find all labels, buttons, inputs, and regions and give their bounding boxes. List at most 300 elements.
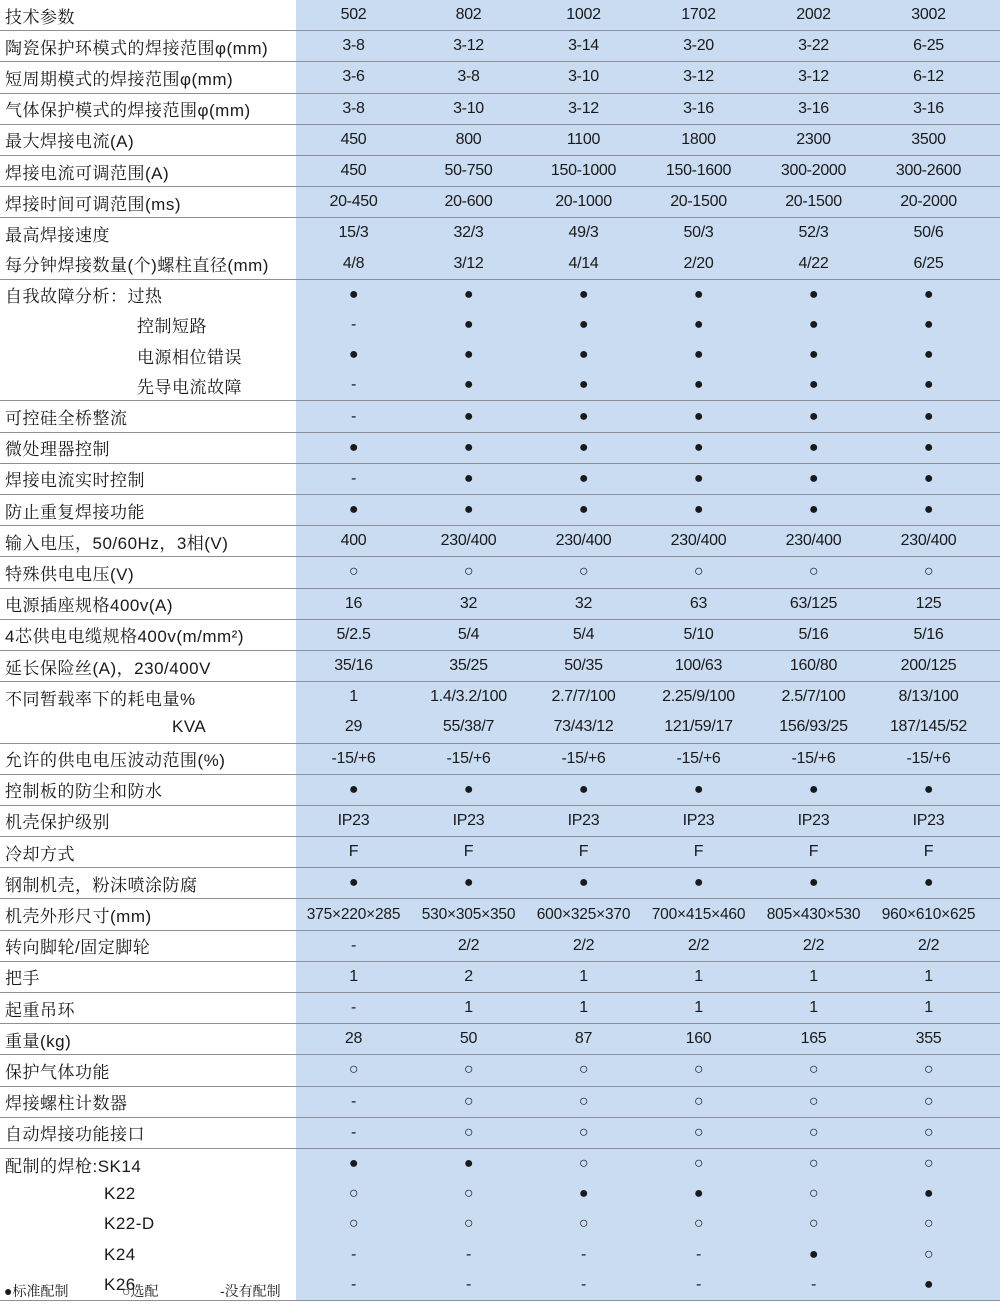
table-cell: 5/16 [913,625,944,643]
table-cell: - [350,376,357,394]
table-cell: ○ [808,1215,819,1233]
table-cell: 50/3 [683,224,714,242]
table-cell: ● [923,376,934,394]
table-cell: ○ [463,563,474,581]
table-cell: 6-12 [913,68,944,86]
table-cell: ○ [693,563,704,581]
table-cell: ○ [808,1123,819,1141]
table-cell: ● [463,315,474,333]
table-cell: 700×415×460 [651,905,746,923]
row-values [296,712,1000,742]
table-cell: -15/+6 [676,749,721,767]
row-label: 延长保险丝(A)，230/400V [0,651,296,681]
row-label: 控制短路 [0,310,296,340]
table-cell: 960×610×625 [881,905,976,923]
table-cell: ● [808,346,819,364]
row-values [296,1209,1000,1239]
table-cell: ● [808,1245,819,1263]
row-label: 机壳保护级别 [0,806,296,836]
table-cell: ● [348,780,359,798]
row-values [296,94,1000,124]
legend [4,1281,281,1301]
table-cell: 3-16 [798,99,829,117]
row-values [296,370,1000,400]
table-cell: 3500 [911,130,946,148]
row-values [296,1055,1000,1085]
table-cell: ○ [693,1155,704,1173]
row-values [296,962,1000,992]
table-cell: ● [808,315,819,333]
row-values [296,899,1000,929]
table-cell: ● [578,407,589,425]
table-cell: ● [463,501,474,519]
table-cell: ● [923,315,934,333]
table-cell: ○ [923,1245,934,1263]
table-cell: ● [578,315,589,333]
table-cell: 55/38/7 [442,718,495,736]
row-label: 自动焊接功能接口 [0,1118,296,1148]
table-cell: ○ [808,1185,819,1203]
table-cell: ● [578,346,589,364]
row-group [0,589,1000,620]
table-cell: ○ [808,1092,819,1110]
table-cell: ● [808,501,819,519]
table-cell: IP23 [337,811,370,829]
row-group [0,280,1000,402]
table-cell: ● [693,285,704,303]
table-cell: IP23 [452,811,485,829]
table-cell: 50/35 [564,657,603,675]
row-values [296,806,1000,836]
row-label: KVA [0,712,296,742]
table-cell: ● [463,407,474,425]
row-group [0,62,1000,93]
table-cell: 2/2 [802,936,825,954]
table-cell: 3-22 [798,37,829,55]
table-cell: ● [578,376,589,394]
row-group [0,526,1000,557]
table-cell: 450 [340,130,367,148]
row-group [0,1087,1000,1118]
table-cell: ● [463,438,474,456]
table-cell: 3-8 [457,68,480,86]
table-cell: -15/+6 [791,749,836,767]
table-cell: F [808,843,819,861]
table-cell: ● [463,874,474,892]
table-cell: ○ [348,1215,359,1233]
table-cell: ○ [923,1092,934,1110]
row-values [296,744,1000,774]
row-label: 技术参数 [0,0,296,30]
table-row [0,31,1000,61]
table-cell: ● [923,780,934,798]
row-group [0,495,1000,526]
table-cell: IP23 [682,811,715,829]
table-row [0,125,1000,155]
table-cell: 2002 [796,6,831,24]
row-label: 焊接螺柱计数器 [0,1087,296,1117]
row-values [296,557,1000,587]
table-cell: 160 [685,1030,712,1048]
row-values [296,837,1000,867]
table-cell: 6-25 [913,37,944,55]
row-values [296,156,1000,186]
table-cell: 50/6 [913,224,944,242]
row-label: 机壳外形尺寸(mm) [0,899,296,929]
table-cell: - [810,1275,817,1293]
table-cell: 35/25 [449,657,488,675]
table-cell: ● [693,1185,704,1203]
row-label: K22 [0,1179,296,1209]
table-row [0,187,1000,217]
row-group [0,94,1000,125]
table-cell: ● [808,285,819,303]
row-group [0,433,1000,464]
table-cell: 5/4 [457,625,480,643]
table-cell: ● [463,1155,474,1173]
row-label: 配制的焊枪:SK14 [0,1149,296,1179]
table-cell: 50-750 [444,162,493,180]
table-cell: 121/59/17 [664,718,733,736]
row-values [296,495,1000,525]
table-cell: ○ [578,1061,589,1079]
row-values [296,1087,1000,1117]
table-cell: - [350,936,357,954]
table-cell: F [923,843,934,861]
table-cell: 1 [924,999,933,1017]
table-cell: 230/400 [440,532,497,550]
row-label: 转向脚轮/固定脚轮 [0,931,296,961]
row-values [296,187,1000,217]
table-row [0,249,1000,279]
row-values [296,280,1000,310]
row-label: 电源相位错误 [0,340,296,370]
table-row [0,495,1000,525]
row-group [0,557,1000,588]
table-cell: 3-12 [798,68,829,86]
table-cell: ○ [578,563,589,581]
table-cell: 32 [459,594,478,612]
table-cell: ● [923,438,934,456]
row-values [296,1179,1000,1209]
table-cell: 200/125 [900,657,957,675]
table-cell: - [465,1275,472,1293]
table-cell: 3-10 [568,68,599,86]
table-row [0,712,1000,742]
table-cell: ○ [923,1215,934,1233]
table-row [0,557,1000,587]
table-cell: ○ [808,1155,819,1173]
table-cell: 20-1500 [785,193,842,211]
table-row [0,156,1000,186]
table-cell: 5/2.5 [336,625,371,643]
table-cell: 1 [349,688,358,706]
table-row [0,218,1000,248]
table-cell: 52/3 [798,224,829,242]
table-cell: F [348,843,359,861]
table-cell: ● [578,285,589,303]
row-group [0,806,1000,837]
table-cell: 400 [340,532,367,550]
table-cell: - [580,1245,587,1263]
table-cell: 802 [455,6,482,24]
row-values [296,401,1000,431]
table-cell: 800 [455,130,482,148]
legend-standard: ●标准配制 [4,1283,69,1299]
table-row [0,868,1000,898]
table-cell: 15/3 [338,224,369,242]
table-row [0,806,1000,836]
table-row [0,651,1000,681]
row-label: 每分钟焊接数量(个)螺柱直径(mm) [0,249,296,279]
table-row [0,744,1000,774]
table-cell: ● [578,501,589,519]
table-cell: ● [923,874,934,892]
table-cell: ○ [348,1061,359,1079]
table-cell: 3-12 [568,99,599,117]
table-row [0,1179,1000,1209]
table-cell: - [580,1275,587,1293]
table-cell: - [350,999,357,1017]
row-label: 控制板的防尘和防水 [0,775,296,805]
row-label: 先导电流故障 [0,370,296,400]
row-values [296,1240,1000,1270]
table-cell: 3-20 [683,37,714,55]
table-cell: 1 [694,967,703,985]
table-cell: 375×220×285 [306,905,401,923]
table-cell: ● [693,376,704,394]
row-label: 短周期模式的焊接范围φ(mm) [0,62,296,92]
row-group [0,899,1000,930]
table-cell: 1 [694,999,703,1017]
table-row [0,589,1000,619]
table-cell: - [695,1275,702,1293]
table-cell: ● [923,346,934,364]
row-values [296,340,1000,370]
table-cell: 450 [340,162,367,180]
row-label: 输入电压，50/60Hz，3相(V) [0,526,296,556]
table-cell: 2300 [796,130,831,148]
table-cell: ○ [923,1061,934,1079]
table-cell: ● [578,874,589,892]
table-cell: - [350,1123,357,1141]
table-cell: F [578,843,589,861]
row-group [0,620,1000,651]
table-cell: 230/400 [555,532,612,550]
table-row [0,526,1000,556]
row-group [0,0,1000,31]
row-label: 把手 [0,962,296,992]
row-values [296,249,1000,279]
legend-optional: ○选配 [122,1283,159,1299]
table-cell: 600×325×370 [536,905,631,923]
table-cell: 32/3 [453,224,484,242]
table-cell: 1100 [566,130,601,148]
table-cell: 3-12 [453,37,484,55]
table-row [0,899,1000,929]
table-cell: -15/+6 [446,749,491,767]
table-cell: ● [578,469,589,487]
row-group [0,775,1000,806]
table-cell: ● [348,346,359,364]
table-cell: 63/125 [789,594,838,612]
table-cell: ● [348,874,359,892]
row-label: 微处理器控制 [0,433,296,463]
row-values [296,464,1000,494]
table-cell: 100/63 [674,657,723,675]
row-values [296,526,1000,556]
row-label: 最大焊接电流(A) [0,125,296,155]
table-cell: ● [693,501,704,519]
table-cell: ● [348,501,359,519]
table-cell: ● [923,501,934,519]
table-cell: ○ [693,1092,704,1110]
table-cell: 4/14 [568,254,599,272]
table-cell: 20-600 [444,193,493,211]
table-cell: 300-2600 [895,162,962,180]
table-cell: 1 [349,967,358,985]
table-cell: ● [693,407,704,425]
table-cell: ○ [693,1123,704,1141]
table-cell: ○ [693,1061,704,1079]
table-cell: ○ [923,563,934,581]
table-cell: 502 [340,6,367,24]
table-cell: ● [808,469,819,487]
table-cell: ○ [808,563,819,581]
table-cell: 20-1500 [670,193,727,211]
table-cell: 1 [579,967,588,985]
legend-none: -没有配制 [220,1283,281,1299]
table-cell: 20-1000 [555,193,612,211]
table-cell: ○ [463,1215,474,1233]
table-cell: 165 [800,1030,827,1048]
row-group [0,651,1000,682]
row-label: 重量(kg) [0,1024,296,1054]
table-cell: 63 [689,594,708,612]
table-cell: 1 [579,999,588,1017]
table-cell: 3-10 [453,99,484,117]
table-cell: ● [808,438,819,456]
table-cell: - [350,315,357,333]
table-cell: 4/8 [342,254,365,272]
table-cell: IP23 [912,811,945,829]
table-cell: ○ [348,1185,359,1203]
table-cell: F [693,843,704,861]
row-group [0,1055,1000,1086]
row-values [296,620,1000,650]
table-row [0,1240,1000,1270]
table-cell: ● [923,469,934,487]
table-cell: 530×305×350 [421,905,516,923]
table-row [0,0,1000,30]
table-cell: 230/400 [670,532,727,550]
table-row [0,620,1000,650]
table-cell: -15/+6 [906,749,951,767]
table-cell: 20-450 [329,193,378,211]
row-values [296,310,1000,340]
row-group [0,125,1000,156]
row-values [296,682,1000,712]
table-cell: 6/25 [913,254,944,272]
table-row [0,1055,1000,1085]
table-cell: ● [463,780,474,798]
table-cell: ● [693,438,704,456]
table-cell: 73/43/12 [553,718,614,736]
table-row [0,837,1000,867]
row-values [296,125,1000,155]
table-cell: 3-12 [683,68,714,86]
row-group [0,464,1000,495]
table-cell: 28 [344,1030,363,1048]
table-cell: ● [578,1185,589,1203]
row-values [296,868,1000,898]
row-values [296,0,1000,30]
table-cell: ● [578,438,589,456]
table-cell: ● [923,1185,934,1203]
table-row [0,775,1000,805]
table-cell: 29 [344,718,363,736]
row-label: 特殊供电电压(V) [0,557,296,587]
table-cell: 2/2 [457,936,480,954]
table-cell: 187/145/52 [889,718,968,736]
table-row [0,1024,1000,1054]
table-cell: 230/400 [900,532,957,550]
table-cell: ○ [808,1061,819,1079]
table-row [0,682,1000,712]
table-cell: ● [693,346,704,364]
table-cell: ○ [578,1092,589,1110]
table-cell: IP23 [567,811,600,829]
row-label: 允许的供电电压波动范围(%) [0,744,296,774]
table-cell: 3-16 [683,99,714,117]
table-cell: - [350,1092,357,1110]
table-cell: 150-1600 [665,162,732,180]
table-cell: 4/22 [798,254,829,272]
row-group [0,218,1000,279]
row-label: K26 [0,1270,296,1300]
row-values [296,651,1000,681]
table-cell: ● [578,780,589,798]
table-cell: 5/16 [798,625,829,643]
row-values [296,775,1000,805]
table-cell: 2.25/9/100 [662,688,735,706]
table-cell: 49/3 [568,224,599,242]
table-cell: ● [808,874,819,892]
table-cell: 125 [915,594,942,612]
table-cell: ● [693,315,704,333]
table-cell: 1800 [681,130,716,148]
row-values [296,589,1000,619]
table-cell: ● [693,469,704,487]
table-row [0,62,1000,92]
row-values [296,62,1000,92]
row-group [0,744,1000,775]
table-row [0,1087,1000,1117]
table-cell: ● [463,285,474,303]
row-label: 防止重复焊接功能 [0,495,296,525]
row-group [0,187,1000,218]
table-cell: -15/+6 [331,749,376,767]
row-group [0,993,1000,1024]
table-cell: ○ [463,1092,474,1110]
table-cell: - [350,1245,357,1263]
table-cell: 2 [464,967,473,985]
row-label: 气体保护模式的焊接范围φ(mm) [0,94,296,124]
row-group [0,156,1000,187]
table-cell: 230/400 [785,532,842,550]
table-cell: ● [463,376,474,394]
table-row [0,993,1000,1023]
